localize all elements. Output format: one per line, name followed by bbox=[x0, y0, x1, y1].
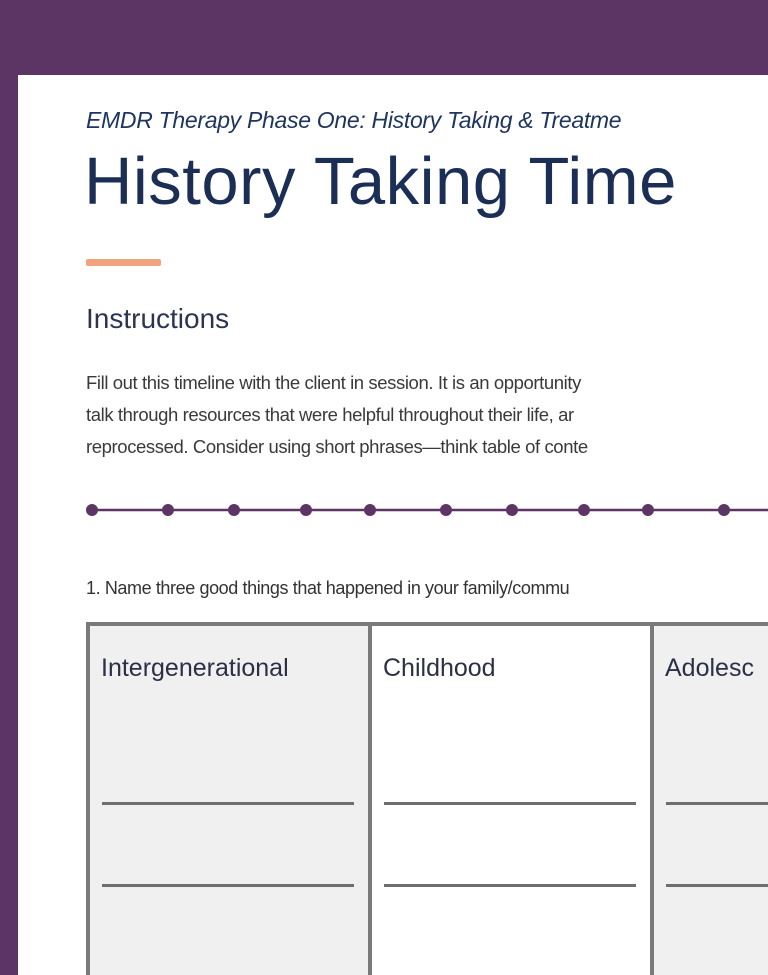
answer-line[interactable] bbox=[384, 802, 636, 805]
column-header: Adolesc bbox=[665, 654, 754, 682]
column-header: Childhood bbox=[383, 654, 496, 682]
instructions-text bbox=[86, 367, 588, 463]
column-header: Intergenerational bbox=[101, 654, 289, 682]
accent-bar bbox=[86, 259, 161, 266]
answer-line[interactable] bbox=[102, 802, 354, 805]
column-childhood bbox=[368, 622, 654, 975]
document-subtitle: EMDR Therapy Phase One: History Taking & Treatme bbox=[86, 107, 622, 133]
page-title: History Taking Time bbox=[84, 144, 677, 219]
instructions-line: Fill out this timeline with the client in session. It is an opportunity bbox=[86, 372, 581, 393]
instructions-line: talk through resources that were helpful throughout their life, ar bbox=[86, 404, 574, 425]
instructions-line: reprocessed. Consider using short phrases—think table of conte bbox=[86, 436, 588, 457]
answer-line[interactable] bbox=[384, 884, 636, 887]
timeline-divider bbox=[18, 500, 768, 520]
answer-line[interactable] bbox=[102, 884, 354, 887]
instructions-heading: Instructions bbox=[86, 303, 230, 334]
answer-line[interactable] bbox=[666, 884, 768, 887]
column-adolescence bbox=[650, 622, 768, 975]
answer-line[interactable] bbox=[666, 802, 768, 805]
column-intergenerational bbox=[86, 622, 372, 975]
question-1: 1. Name three good things that happened in your family/commu bbox=[86, 578, 570, 598]
document-page bbox=[18, 75, 768, 975]
